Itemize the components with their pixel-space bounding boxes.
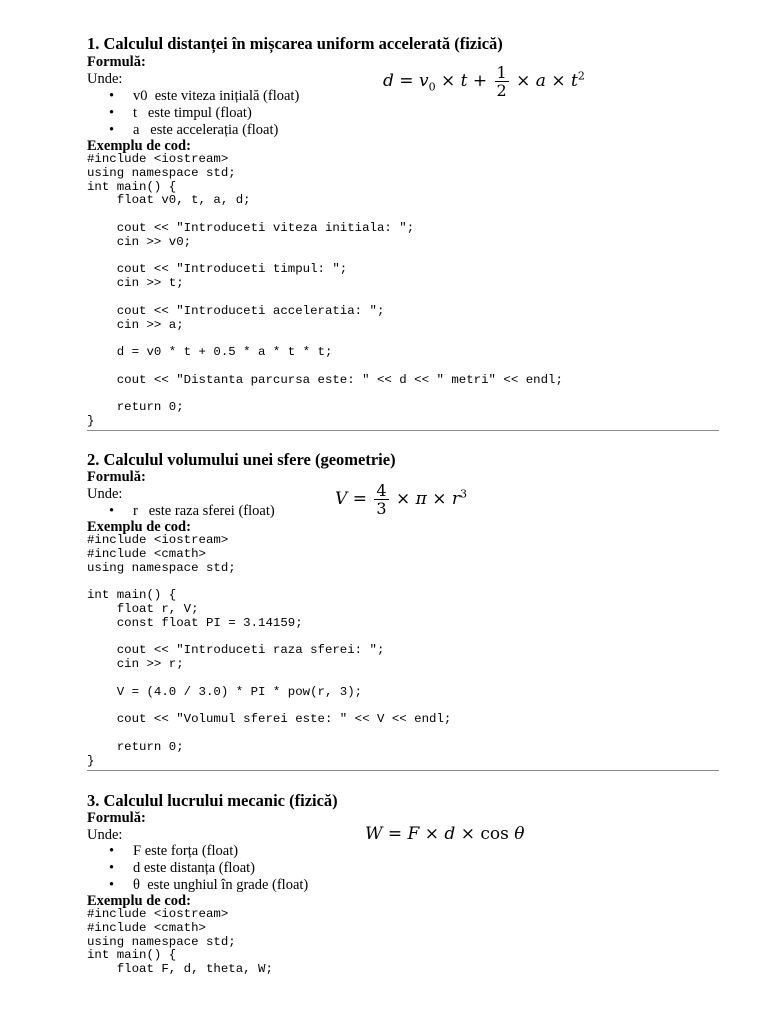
code-block: #include <iostream> #include <cmath> using namespace std; int main() { float F, d, theta, W; xyxy=(87,907,273,977)
where-label: Unde: xyxy=(87,827,123,843)
divider xyxy=(87,430,719,431)
formula-sphere-volume: V = $\frac{4}{3}$ × $\pi \times r^3$ xyxy=(335,481,467,518)
formula-mechanical-work: W = F × d × cos θ xyxy=(365,824,525,844)
code-block: #include <iostream> #include <cmath> using namespace std; int main() { float r, V; const float PI = 3.14159; cout << "Introduceti raza sferei: "; cin >> r; V = (4.0 / 3.0) * PI * pow(r, 3); cout << "Volumul sferei este: " << V << endl; return 0; } xyxy=(87,533,452,768)
formula-label: Formulă: xyxy=(87,469,146,485)
where-label: Unde: xyxy=(87,486,123,502)
code-label: Exemplu de cod: xyxy=(87,138,191,154)
formula-distance: $d = v_0 \times t$ + $\frac{1}{2}$ × $a \times t^2$ xyxy=(383,63,585,100)
code-label: Exemplu de cod: xyxy=(87,893,191,909)
formula-label: Formulă: xyxy=(87,54,146,70)
section-title: 1. Calculul distanței în mișcarea uniform accelerată (fizică) xyxy=(87,34,503,53)
divider xyxy=(87,770,719,771)
where-label: Unde: xyxy=(87,71,123,87)
code-label: Exemplu de cod: xyxy=(87,519,191,535)
section-title: 3. Calculul lucrului mecanic (fizică) xyxy=(87,791,338,810)
section-title: 2. Calculul volumului unei sfere (geometrie) xyxy=(87,450,396,469)
code-block: #include <iostream> using namespace std; int main() { float v0, t, a, d; cout << "Introduceti viteza initiala: "; cin >> v0; cout << "Introduceti timpul: "; cin >> t; cout << "Introduceti acceleratia: "; cin >> a; d = v0 * t + 0.5 * a * t * t; cout << "Distanta parcursa este: " << d << " metri" << endl; return 0; } xyxy=(87,152,563,429)
formula-label: Formulă: xyxy=(87,810,146,826)
